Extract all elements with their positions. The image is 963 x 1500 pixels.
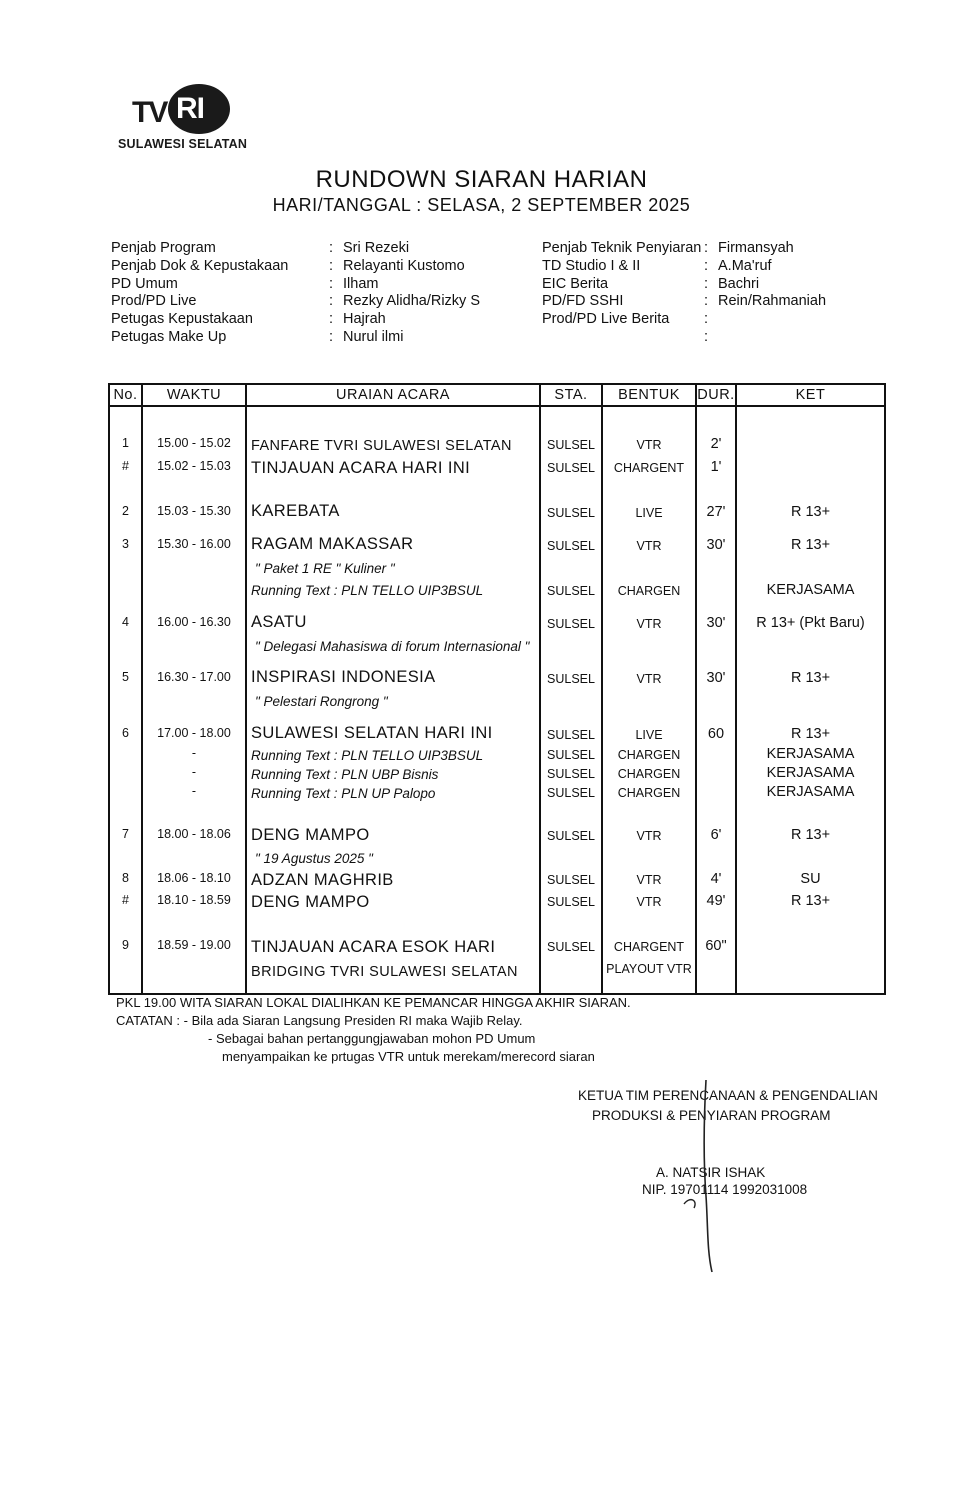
row-program: Running Text : PLN TELLO UIP3BSUL xyxy=(251,748,484,763)
staff-label: Prod/PD Live Berita xyxy=(542,311,670,328)
header-waktu: WAKTU xyxy=(142,384,246,406)
row-time: - xyxy=(191,765,197,779)
row-ket: SU xyxy=(800,871,821,887)
row-dur: 6' xyxy=(710,827,722,843)
row-program: DENG MAMPO xyxy=(251,893,370,911)
row-program: " Pelestari Rongrong " xyxy=(255,694,388,709)
row-sta: SULSEL xyxy=(547,617,595,631)
row-bentuk: CHARGENT xyxy=(613,940,685,954)
staff-label: Petugas Make Up xyxy=(111,328,227,345)
row-time: 18.06 - 18.10 xyxy=(157,871,231,885)
row-time: 18.59 - 19.00 xyxy=(157,938,231,952)
row-dur: 4' xyxy=(710,871,722,887)
staff-value: Rein/Rahmaniah xyxy=(718,293,827,310)
row-time: 15.02 - 15.03 xyxy=(157,459,231,473)
row-dur: 30' xyxy=(706,615,726,631)
row-no: 3 xyxy=(122,537,129,551)
table-header-row xyxy=(109,384,885,406)
staff-row xyxy=(111,329,480,347)
note-line-4: menyampaikan ke prtugas VTR untuk merekam/merecord siaran xyxy=(222,1049,595,1064)
staff-label xyxy=(542,329,704,347)
row-time: 15.30 - 16.00 xyxy=(157,537,231,551)
row-ket: R 13+ xyxy=(790,893,831,909)
row-program: SULAWESI SELATAN HARI INI xyxy=(251,724,493,742)
row-program: BRIDGING TVRI SULAWESI SELATAN xyxy=(251,964,518,980)
note-line-3: - Sebagai bahan pertanggungjawaban mohon PD Umum xyxy=(208,1031,536,1046)
handwritten-signature xyxy=(676,1076,726,1276)
staff-value: Ilham xyxy=(343,275,379,292)
signature-role-2: PRODUKSI & PENYIARAN PROGRAM xyxy=(592,1108,831,1123)
row-program: " Paket 1 RE " Kuliner " xyxy=(255,561,395,576)
row-sta: SULSEL xyxy=(547,767,595,781)
row-dur: 30' xyxy=(706,537,726,553)
row-program: ADZAN MAGHRIB xyxy=(251,871,394,889)
row-bentuk: VTR xyxy=(636,438,662,452)
staff-separator: : xyxy=(329,293,334,310)
staff-row xyxy=(542,329,826,347)
column-sta xyxy=(541,407,601,993)
row-no: 2 xyxy=(122,504,129,518)
row-bentuk: CHARGEN xyxy=(617,584,681,598)
row-bentuk: CHARGENT xyxy=(613,461,685,475)
row-bentuk: VTR xyxy=(636,895,662,909)
rundown-table xyxy=(108,383,886,995)
row-program: RAGAM MAKASSAR xyxy=(251,535,414,553)
staff-separator: : xyxy=(704,275,709,292)
staff-separator: : xyxy=(704,328,709,345)
row-program: KAREBATA xyxy=(251,502,340,520)
row-ket: KERJASAMA xyxy=(766,784,855,800)
row-ket: R 13+ (Pkt Baru) xyxy=(756,615,865,631)
staff-separator: : xyxy=(329,328,334,345)
column-uraian xyxy=(247,407,539,993)
staff-label: Petugas Kepustakaan xyxy=(111,311,253,328)
date-line: HARI/TANGGAL : SELASA, 2 SEPTEMBER 2025 xyxy=(272,195,691,215)
row-time: 16.00 - 16.30 xyxy=(157,615,231,629)
row-bentuk: CHARGEN xyxy=(617,748,681,762)
row-ket: R 13+ xyxy=(790,504,831,520)
row-bentuk: CHARGEN xyxy=(617,767,681,781)
row-time: 15.03 - 15.30 xyxy=(157,504,231,518)
staff-row xyxy=(542,276,826,294)
row-no: 4 xyxy=(122,615,129,629)
row-sta: SULSEL xyxy=(547,584,595,598)
row-sta: SULSEL xyxy=(547,940,595,954)
staff-row xyxy=(111,293,480,311)
note-line-2: CATATAN : - Bila ada Siaran Langsung Presiden RI maka Wajib Relay. xyxy=(116,1013,523,1028)
staff-label: Penjab Program xyxy=(111,240,216,256)
staff-separator: : xyxy=(704,240,709,256)
row-bentuk: PLAYOUT VTR xyxy=(606,962,692,976)
staff-label: PD/FD SSHI xyxy=(542,293,624,310)
staff-row xyxy=(542,240,826,258)
staff-separator: : xyxy=(704,293,709,310)
row-program: DENG MAMPO xyxy=(251,826,370,844)
row-program: TINJAUAN ACARA HARI INI xyxy=(251,459,471,477)
row-sta: SULSEL xyxy=(547,728,595,742)
row-dur: 30' xyxy=(706,670,726,686)
table-body xyxy=(109,406,885,994)
header-no: No. xyxy=(109,384,142,406)
staff-left xyxy=(111,240,480,347)
header-uraian: URAIAN ACARA xyxy=(246,384,540,406)
column-waktu xyxy=(143,407,245,993)
staff-label: EIC Berita xyxy=(542,275,609,292)
row-ket: KERJASAMA xyxy=(766,765,855,781)
row-bentuk: VTR xyxy=(636,539,662,553)
document-title: RUNDOWN SIARAN HARIAN xyxy=(315,166,648,193)
staff-label: Penjab Teknik Penyiaran xyxy=(542,240,702,256)
staff-row xyxy=(542,293,826,311)
row-dur: 60 xyxy=(707,726,725,742)
row-program: Running Text : PLN UP Palopo xyxy=(251,786,436,801)
column-no xyxy=(110,407,141,993)
header-dur: DUR. xyxy=(696,384,736,406)
row-sta: SULSEL xyxy=(547,672,595,686)
row-bentuk: VTR xyxy=(636,873,662,887)
column-bentuk xyxy=(603,407,695,993)
row-time: 18.10 - 18.59 xyxy=(157,893,231,907)
row-no: 6 xyxy=(122,726,129,740)
row-program: " 19 Agustus 2025 " xyxy=(255,851,373,866)
staff-value: Bachri xyxy=(718,275,760,292)
row-time: 16.30 - 17.00 xyxy=(157,670,231,684)
staff-value: Nurul ilmi xyxy=(343,328,404,345)
row-dur: 2' xyxy=(710,436,722,452)
header-bentuk: BENTUK xyxy=(602,384,696,406)
row-dur: 60" xyxy=(705,938,727,954)
row-bentuk: VTR xyxy=(636,672,662,686)
signature-role-1: KETUA TIM PERENCANAAN & PENGENDALIAN xyxy=(578,1088,878,1103)
logo-tv-text: TV xyxy=(132,96,167,129)
staff-label: PD Umum xyxy=(111,275,178,292)
row-sta: SULSEL xyxy=(547,873,595,887)
row-sta: SULSEL xyxy=(547,748,595,762)
row-sta: SULSEL xyxy=(547,539,595,553)
staff-row xyxy=(111,240,480,258)
row-no: 9 xyxy=(122,938,129,952)
staff-separator: : xyxy=(329,240,334,256)
row-bentuk: VTR xyxy=(636,829,662,843)
row-ket: KERJASAMA xyxy=(766,582,855,598)
row-program: INSPIRASI INDONESIA xyxy=(251,668,436,686)
row-sta: SULSEL xyxy=(547,438,595,452)
staff-value: Sri Rezeki xyxy=(343,240,410,256)
note-line-1: PKL 19.00 WITA SIARAN LOKAL DIALIHKAN KE PEMANCAR HINGGA AKHIR SIARAN. xyxy=(116,995,631,1010)
staff-row xyxy=(111,276,480,294)
staff-right xyxy=(542,240,826,347)
staff-row xyxy=(542,311,826,329)
staff-separator: : xyxy=(704,311,709,328)
row-bentuk: CHARGEN xyxy=(617,786,681,800)
row-dur: 27' xyxy=(706,504,726,520)
row-ket: R 13+ xyxy=(790,827,831,843)
staff-row xyxy=(542,258,826,276)
row-no: 8 xyxy=(122,871,129,885)
row-time: - xyxy=(191,784,197,798)
row-dur: 49' xyxy=(706,893,726,909)
row-sta: SULSEL xyxy=(547,461,595,475)
row-bentuk: LIVE xyxy=(635,728,663,742)
row-sta: SULSEL xyxy=(547,786,595,800)
staff-value: Firmansyah xyxy=(718,240,794,256)
staff-separator: : xyxy=(329,275,334,292)
row-time: 17.00 - 18.00 xyxy=(157,726,231,740)
notes xyxy=(116,994,631,1066)
staff-label: Prod/PD Live xyxy=(111,293,197,310)
staff-row xyxy=(111,258,480,276)
row-time: 15.00 - 15.02 xyxy=(157,436,231,450)
tvri-logo xyxy=(118,82,258,154)
row-program: Running Text : PLN TELLO UIP3BSUL xyxy=(251,583,484,598)
logo-region: SULAWESI SELATAN xyxy=(118,137,248,151)
column-dur xyxy=(697,407,735,993)
row-no: # xyxy=(122,893,129,907)
staff-value: Hajrah xyxy=(343,311,386,328)
staff-value: Rezky Alidha/Rizky S xyxy=(343,293,480,310)
staff-separator: : xyxy=(329,257,334,274)
row-time: - xyxy=(191,746,197,760)
row-no: 1 xyxy=(122,436,129,450)
staff-value: Relayanti Kustomo xyxy=(343,257,465,274)
row-no: # xyxy=(122,459,129,473)
row-no: 7 xyxy=(122,827,129,841)
signature-name: A. NATSIR ISHAK xyxy=(656,1165,766,1180)
staff-separator: : xyxy=(704,257,709,274)
row-sta: SULSEL xyxy=(547,506,595,520)
row-dur: 1' xyxy=(710,459,722,475)
row-ket: KERJASAMA xyxy=(766,746,855,762)
row-ket: R 13+ xyxy=(790,726,831,742)
staff-separator: : xyxy=(329,311,334,328)
staff-value: A.Ma'ruf xyxy=(718,257,772,274)
row-program: Running Text : PLN UBP Bisnis xyxy=(251,767,439,782)
signature-nip: NIP. 19701114 1992031008 xyxy=(642,1182,808,1197)
row-ket: R 13+ xyxy=(790,537,831,553)
row-sta: SULSEL xyxy=(547,895,595,909)
logo-ri-text: RI xyxy=(176,92,204,125)
header-sta: STA. xyxy=(540,384,602,406)
row-sta: SULSEL xyxy=(547,829,595,843)
row-ket: R 13+ xyxy=(790,670,831,686)
column-ket xyxy=(737,407,884,993)
row-program: ASATU xyxy=(251,613,307,631)
row-time: 18.00 - 18.06 xyxy=(157,827,231,841)
row-no: 5 xyxy=(122,670,129,684)
header-ket: KET xyxy=(736,384,885,406)
row-program: TINJAUAN ACARA ESOK HARI xyxy=(251,938,496,956)
staff-row xyxy=(111,311,480,329)
row-bentuk: LIVE xyxy=(635,506,663,520)
row-bentuk: VTR xyxy=(636,617,662,631)
row-program: FANFARE TVRI SULAWESI SELATAN xyxy=(251,438,512,454)
staff-label: Penjab Dok & Kepustakaan xyxy=(111,257,289,274)
row-program: " Delegasi Mahasiswa di forum Internasional " xyxy=(255,639,530,654)
staff-label: TD Studio I & II xyxy=(542,257,641,274)
